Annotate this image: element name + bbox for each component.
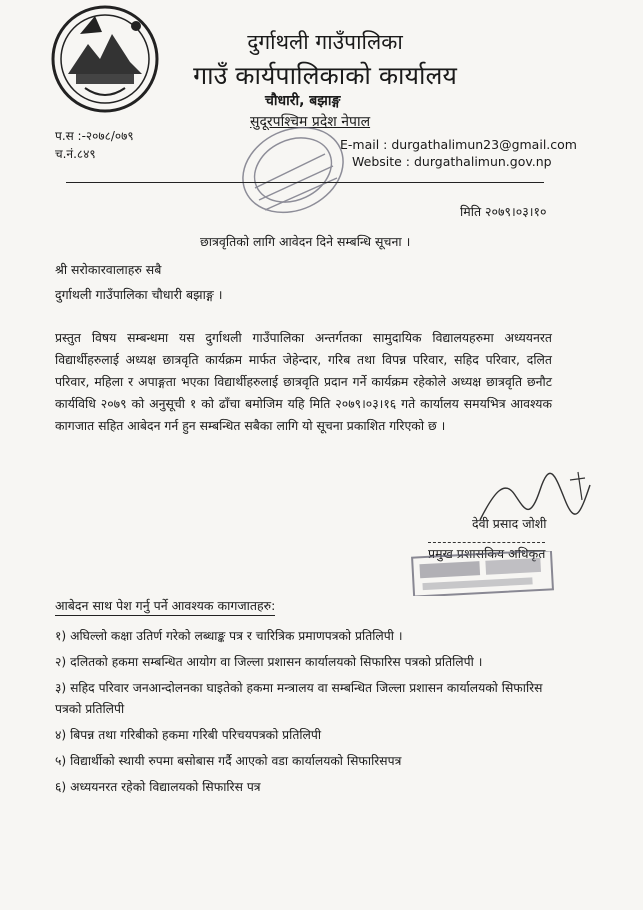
recipient-line-1: श्री सरोकारवालाहरु सबै bbox=[55, 262, 162, 277]
office-stamp-icon bbox=[225, 120, 355, 230]
document-item: २) दलितको हकमा सम्बन्धित आयोग वा जिल्ला प्रशासन कार्यालयको सिफारिस पत्रको प्रतिलिपी । bbox=[55, 655, 483, 669]
documents-heading: आबेदन साथ पेश गर्नु पर्ने आवश्यक कागजातहरु: bbox=[55, 597, 275, 616]
document-item: ४) बिपन्न तथा गरिबीको हकमा गरिबी परिचयपत्रको प्रतिलिपी bbox=[55, 728, 322, 742]
letter-subject: छात्रवृतिको लागि आवेदन दिने सम्बन्धि सूचना । bbox=[200, 234, 411, 249]
recipient-line-2: दुर्गाथली गाउँपालिका चौधारी बझाङ्ग । bbox=[55, 287, 223, 302]
signatory-name: देवी प्रसाद जोशी bbox=[472, 516, 547, 531]
header-divider bbox=[66, 182, 544, 183]
fiscal-year-ref: प.स :-२०७८/०७९ bbox=[55, 129, 134, 143]
office-location: चौधारी, बझाङ्ग bbox=[265, 93, 341, 109]
letter-body: प्रस्तुत विषय सम्बन्धमा यस दुर्गाथली गाउँपालिका अन्तर्गतका सामुदायिक विद्यालयहरुमा अध्ययनरत विद्यार्थीहरुलाई अध्यक्ष छात्रवृति कार्यक्रम मार्फत जेहेन्दार, गरिब तथा विपन्न परिवार, सहिद परिवार, दलित परिवार, महिला र अपाङ्गता भएका विद्यार्थीहरुलाई छात्रवृति प्रदान गर्ने कार्यक्रम रहेकोले अध्यक्ष छात्रवृति छनौट कार्यविधि २०७९ को अनुसूची १ को ढाँचा बमोजिम यहि मिति २०७९।०३।१६ गते कार्यालय समयभित्र आवश्यक कागजात सहित आबेदन गर्न हुन सम्बन्धित सबैका लागि यो सूचना प्रकाशित गरिएको छ । bbox=[55, 330, 552, 433]
document-item: ३) सहिद परिवार जनआन्दोलनका घाइतेको हकमा मन्त्रालय वा सम्बन्धित जिल्ला प्रशासन कार्यालयको सिफारिस पत्रको प्रतिलिपी bbox=[55, 681, 543, 716]
org-name: दुर्गाथली गाउँपालिका bbox=[247, 30, 403, 54]
office-name: गाउँ कार्यपालिकाको कार्यालय bbox=[193, 61, 457, 90]
signatory-title: प्रमुख प्रशासकिय अधिकृत bbox=[428, 542, 545, 562]
document-item: ६) अध्ययनरत रहेको विद्यालयको सिफारिस पत्र bbox=[55, 780, 261, 794]
documents-list bbox=[55, 626, 555, 803]
letter-date: मिति २०७९।०३।१० bbox=[460, 204, 547, 219]
dispatch-number: च.नं.८४९ bbox=[55, 147, 96, 161]
document-item: १) अघिल्लो कक्षा उतिर्ण गरेको लब्धाङ्क पत्र र चारित्रिक प्रमाणपत्रको प्रतिलिपी । bbox=[55, 629, 403, 643]
document-item: ५) विद्यार्थीको स्थायी रुपमा बसोबास गर्दै आएको वडा कार्यालयको सिफारिसपत्र bbox=[55, 754, 402, 768]
name-stamp-icon bbox=[410, 551, 555, 596]
website-contact: Website : durgathalimun.gov.np bbox=[352, 154, 552, 169]
province-name: सुदूरपश्चिम प्रदेश नेपाल bbox=[250, 114, 371, 130]
email-contact: E-mail : durgathalimun23@gmail.com bbox=[340, 137, 577, 152]
government-emblem-icon bbox=[50, 4, 160, 114]
